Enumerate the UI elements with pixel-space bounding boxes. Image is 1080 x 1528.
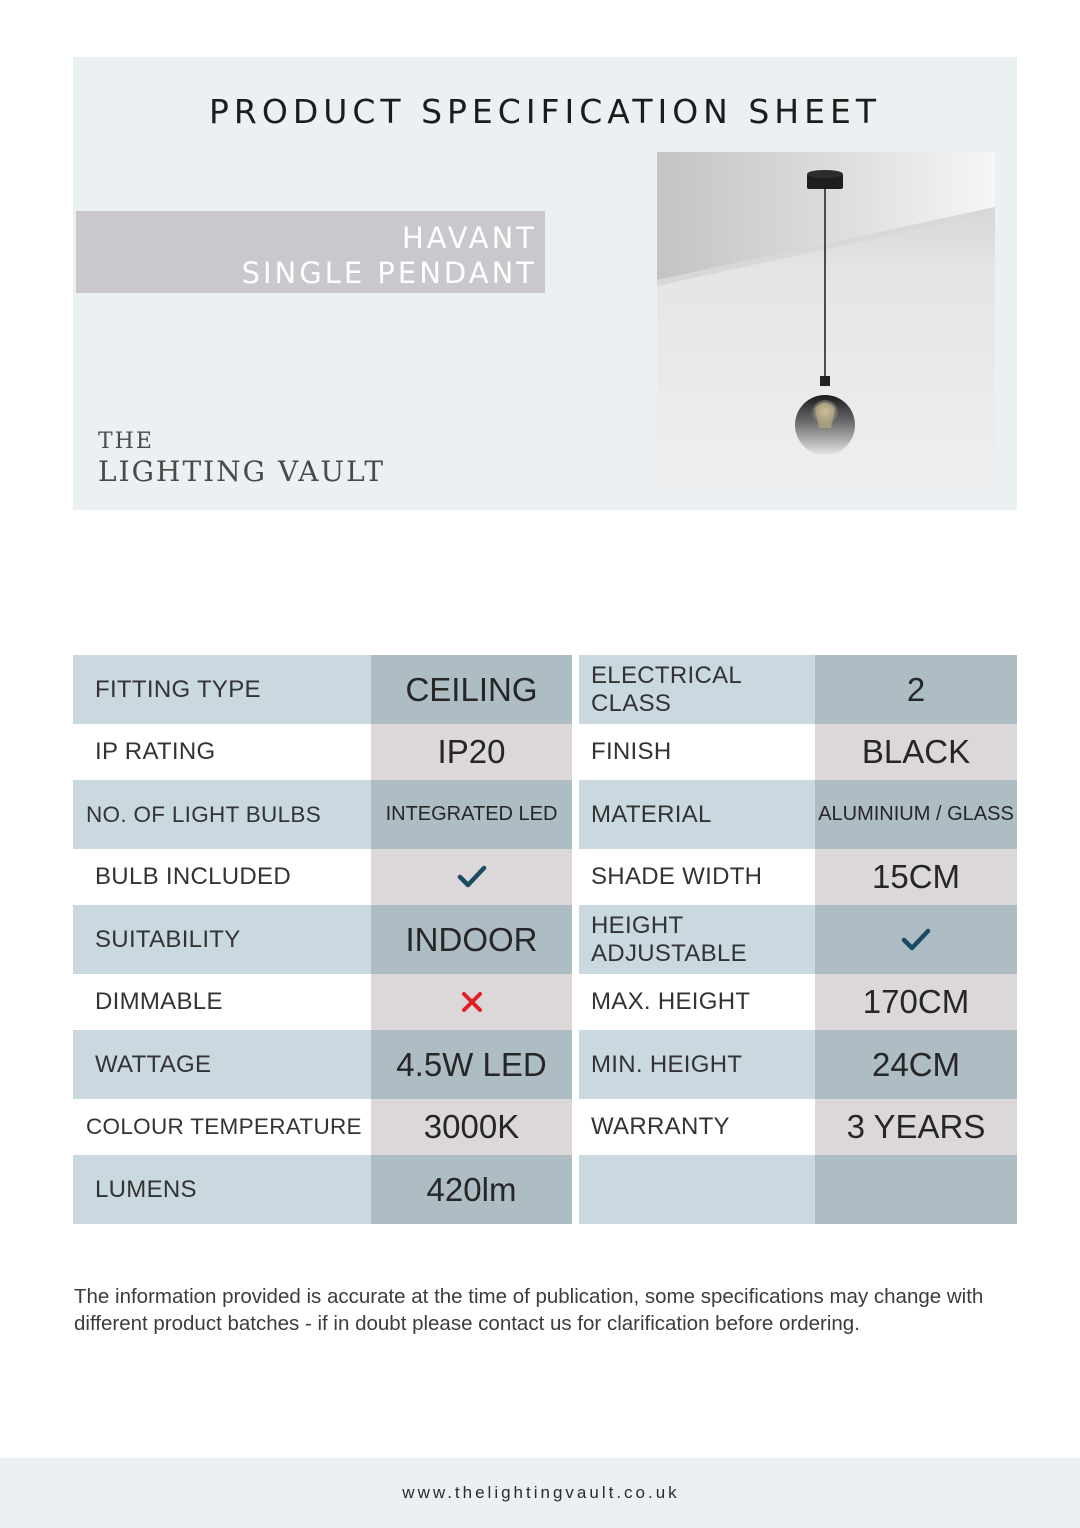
spec-label: IP RATING [73,724,371,780]
sheet-title: PRODUCT SPECIFICATION SHEET [209,92,881,131]
spec-label: MIN. HEIGHT [579,1030,815,1099]
product-photo [657,152,995,489]
brand-line2: LIGHTING VAULT [98,455,386,488]
spec-label [579,1155,815,1224]
spec-value [371,974,572,1030]
spec-value [371,849,572,905]
spec-value: 170CM [815,974,1017,1030]
spec-value: 2 [815,655,1017,724]
pendant-lamp-image [657,152,995,489]
spec-value: ALUMINIUM / GLASS [815,780,1017,849]
footer-bar [0,1458,1080,1528]
spec-value [815,1155,1017,1224]
brand-line1: THE [98,429,154,454]
spec-label: MATERIAL [579,780,815,849]
spec-label: COLOUR TEMPERATURE [73,1099,371,1155]
spec-value: 15CM [815,849,1017,905]
disclaimer-text: The information provided is accurate at the time of publication, some specifications may change with different product batches - if in doubt please contact us for clarification before ordering. [74,1285,984,1335]
spec-label: FINISH [579,724,815,780]
spec-label: WARRANTY [579,1099,815,1155]
spec-value: BLACK [815,724,1017,780]
website-link[interactable]: www.thelightingvault.co.uk [402,1483,680,1502]
spec-label: BULB INCLUDED [73,849,371,905]
spec-value: INDOOR [371,905,572,974]
spec-label: FITTING TYPE [73,655,371,724]
brand-logo [98,428,385,488]
check-icon [457,864,487,890]
spec-label: HEIGHT ADJUSTABLE [579,905,815,974]
check-icon [901,927,931,953]
spec-value: 4.5W LED [371,1030,572,1099]
spec-value: 420lm [371,1155,572,1224]
cross-icon [460,990,484,1014]
spec-label: DIMMABLE [73,974,371,1030]
spec-value: CEILING [371,655,572,724]
spec-label: MAX. HEIGHT [579,974,815,1030]
spec-value: INTEGRATED LED [371,780,572,849]
spec-value: 3 YEARS [815,1099,1017,1155]
spec-value [815,905,1017,974]
spec-value: 24CM [815,1030,1017,1099]
spec-label: NO. OF LIGHT BULBS [73,780,371,849]
product-name-line2: SINGLE PENDANT [241,256,537,290]
spec-label: ELECTRICAL CLASS [579,655,815,724]
spec-label: SUITABILITY [73,905,371,974]
product-name-box [76,211,545,293]
spec-label: WATTAGE [73,1030,371,1099]
spec-value: 3000K [371,1099,572,1155]
spec-value: IP20 [371,724,572,780]
spec-label: SHADE WIDTH [579,849,815,905]
product-name-line1: HAVANT [401,221,537,255]
spec-label: LUMENS [73,1155,371,1224]
